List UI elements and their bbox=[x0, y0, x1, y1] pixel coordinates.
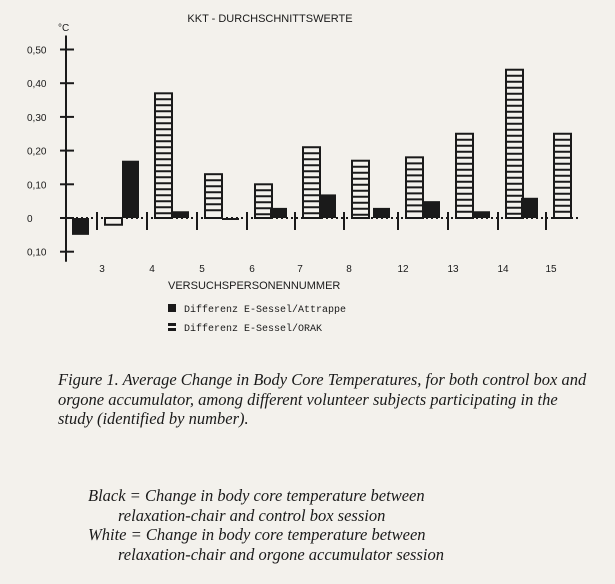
x-tick-label-1: 4 bbox=[149, 264, 155, 275]
bar-solid-6 bbox=[222, 218, 239, 220]
legend-label-hatched: Differenz E-Sessel/ORAK bbox=[184, 324, 323, 335]
bar-solid-12 bbox=[373, 208, 390, 218]
bar-hatched-14 bbox=[506, 70, 523, 218]
y-tick-label-5: 0 bbox=[27, 214, 33, 225]
y-tick-label-1: 0,40 bbox=[27, 79, 47, 91]
bar-solid-7 bbox=[270, 208, 287, 218]
note-black-line2: relaxation-chair and control box session bbox=[118, 505, 386, 525]
bar-hatched-6 bbox=[255, 184, 272, 218]
x-tick-labels bbox=[97, 212, 557, 275]
x-tick-label-2: 5 bbox=[199, 264, 205, 275]
x-tick-label-3: 6 bbox=[249, 264, 255, 275]
bar-hatched-7 bbox=[303, 147, 320, 218]
legend-label-solid: Differenz E-Sessel/Attrappe bbox=[184, 305, 347, 316]
y-tick-label-0: 0,50 bbox=[27, 45, 47, 57]
bar-solid-5 bbox=[172, 211, 189, 218]
bar-solid-3 bbox=[72, 218, 89, 235]
note-black-line1: Black = Change in body core temperature between bbox=[88, 486, 425, 505]
bar-solid-13 bbox=[423, 201, 440, 218]
legend bbox=[168, 304, 346, 335]
x-axis-label: VERSUCHSPERSONENNUMMER bbox=[168, 280, 341, 292]
x-tick-label-0: 3 bbox=[99, 264, 105, 275]
legend-notes bbox=[88, 486, 588, 564]
y-tick-label-3: 0,20 bbox=[27, 146, 47, 158]
bar-hatched-3 bbox=[105, 218, 122, 225]
x-tick-label-9: 15 bbox=[545, 264, 557, 275]
x-tick-label-5: 8 bbox=[346, 264, 352, 275]
bars bbox=[72, 70, 571, 235]
bar-hatched-12 bbox=[406, 157, 423, 218]
x-tick-label-6: 12 bbox=[397, 264, 409, 275]
legend-swatch-solid bbox=[168, 304, 176, 312]
bar-solid-8 bbox=[319, 194, 336, 218]
x-tick-label-7: 13 bbox=[447, 264, 459, 275]
bar-solid-14 bbox=[473, 211, 490, 218]
bar-hatched-8 bbox=[352, 161, 369, 218]
y-tick-label-2: 0,30 bbox=[27, 112, 47, 124]
bar-hatched-4 bbox=[155, 93, 172, 218]
bar-solid-4 bbox=[122, 161, 139, 218]
bar-solid-15 bbox=[521, 198, 538, 218]
bar-hatched-15 bbox=[554, 134, 571, 218]
x-tick-label-4: 7 bbox=[297, 264, 303, 275]
note-white-line1: White = Change in body core temperature between bbox=[88, 525, 426, 544]
x-tick-label-8: 14 bbox=[497, 264, 509, 275]
chart-title: KKT - DURCHSCHNITTSWERTE bbox=[187, 13, 353, 25]
y-unit-label: °C bbox=[58, 23, 70, 34]
legend-swatch-hatched bbox=[168, 323, 176, 331]
y-tick-label-6: 0,10 bbox=[27, 247, 47, 259]
bar-hatched-13 bbox=[456, 134, 473, 218]
bar-hatched-5 bbox=[205, 174, 222, 218]
note-white-line2: relaxation-chair and orgone accumulator session bbox=[118, 544, 444, 564]
figure-caption: Figure 1. Average Change in Body Core Temperatures, for both control box and orgone accumulator, among different volunteer subjects participating in the study (identified by number). bbox=[58, 370, 587, 428]
y-tick-label-4: 0,10 bbox=[27, 180, 47, 192]
